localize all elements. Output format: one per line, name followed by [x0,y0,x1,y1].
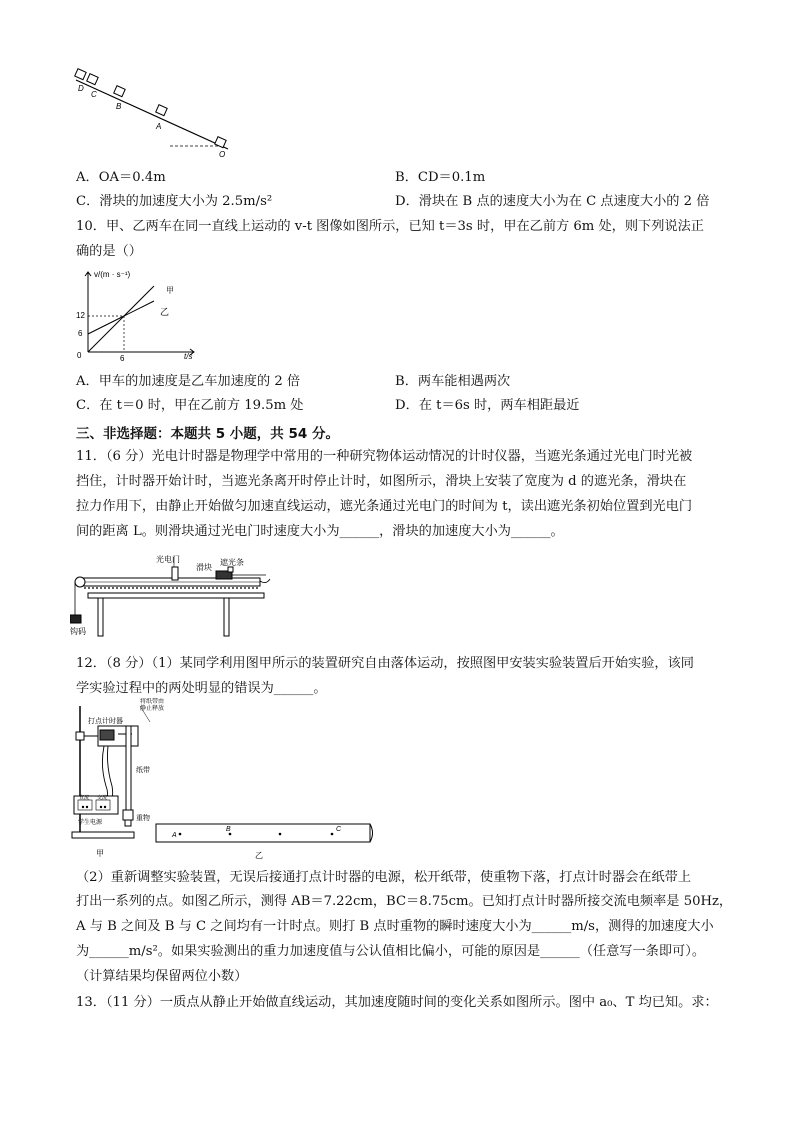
series-line-yi [88,301,154,334]
q12-p2-line2: 打出一系列的点。如图乙所示，测得 AB＝7.22cm，BC＝8.75cm。已知打点计时器所接交流电频率是 50Hz， [76,894,733,909]
q10-option-d: D．在 t＝6s 时，两车相距最近 [395,398,580,413]
q12-line2: 学实验过程中的两处明显的错误为______。 [76,681,327,696]
q9-option-c: C．滑块的加速度大小为 2.5m/s² [76,194,273,209]
weight-label: 钩码 [70,627,86,636]
fig-jia-label: 甲 [96,849,104,858]
label-c: C [91,90,97,99]
chart-x-label: t/s [184,352,193,361]
label-d: D [78,84,84,93]
q9-option-d: D．滑块在 B 点的速度大小为在 C 点速度大小的 2 倍 [395,194,710,209]
tape-point-c: C [336,826,342,833]
q12-line1: 12．（8 分）（1）某同学利用图甲所示的装置研究自由落体运动，按照图甲安装实验装置后开始实验，该同 [76,656,694,671]
q11-line2: 挡住，计时器开始计时，当遮光条离开时停止计时，如图所示，滑块上安装了宽度为 d 的遮光条，滑块在 [76,474,687,489]
q9-option-b: B．CD＝0.1m [395,170,486,185]
gate-label: 光电门 [156,555,180,564]
q12-p2-line1: （2）重新调整实验装置，无误后接通打点计时器的电源，松开纸带，使重物下落，打点计时器会在纸带上 [76,870,692,885]
free-fall-figure [70,698,375,866]
mass-label: 重物 [136,815,150,822]
slider-label: 滑块 [196,563,212,572]
q10-stem-line1: 10．甲、乙两车在同一直线上运动的 v-t 图像如图所示，已知 t＝3s 时，甲在乙前方 6m 处，则下列说法正 [76,219,704,234]
q13-line1: 13．（11 分）一质点从静止开始做直线运动，其加速度随时间的变化关系如图所示。图中 a₀、T 均已知。求： [76,995,718,1010]
q9-option-a: A．OA＝0.4m [76,170,166,185]
label-o: O [219,150,226,158]
chart-ytick-12: 12 [76,311,85,320]
release-label: 将纸带由 [140,699,165,705]
section-3-title: 三、非选择题：本题共 5 小题，共 54 分。 [76,426,339,442]
power-label: 学生电源 [78,820,103,826]
q11-line3: 拉力作用下，由静止开始做匀加速直线运动，遮光条通过光电门的时间为 t，读出遮光条初始位置到光电门 [76,499,693,514]
block-c [87,74,98,85]
strip-label: 遮光条 [220,558,244,567]
q12-p2-line4: 为______m/s²。如果实验测出的重力加速度值与公认值相比偏小，可能的原因是______（任意写一条即可）。 [76,944,706,959]
photogate-figure [70,553,275,638]
tape-label: 纸带 [136,767,150,774]
block-a [156,105,167,116]
q12-p2-line5: （计算结果均保留两位小数） [76,969,248,984]
q10-option-a: A．甲车的加速度是乙车加速度的 2 倍 [76,374,301,389]
release-label-2: 静止释放 [140,706,165,712]
dc-label: 直流 [79,795,90,801]
series-jia-label: 甲 [166,286,174,295]
vt-chart [72,266,202,366]
block-d [75,69,86,80]
block-b [114,86,125,97]
chart-y-label: v/(m · s⁻¹) [94,270,131,279]
tape-point-a: A [172,832,177,839]
chart-xtick-6: 6 [120,354,125,363]
fig-yi-label: 乙 [255,851,263,860]
ac-label: 交流 [97,795,108,801]
q10-option-b: B．两车能相遇两次 [395,374,511,389]
series-yi-label: 乙 [160,307,170,317]
label-a: A [156,122,162,131]
q10-option-c: C．在 t＝0 时，甲在乙前方 19.5m 处 [76,398,304,413]
chart-origin-label: 0 [77,351,82,360]
q12-p2-line3: A 与 B 之间及 B 与 C 之间均有一计时点。则打 B 点时重物的瞬时速度大小为______m/s，测得的加速度大小 [76,919,714,934]
q11-line1: 11．（6 分）光电计时器是物理学中常用的一种研究物体运动情况的计时仪器，当遮光条通过光电门时光被 [76,449,693,464]
series-line-jia [88,286,154,352]
chart-ytick-6: 6 [78,329,83,338]
timer-label: 打点计时器 [88,718,123,725]
tape-point-b: B [226,826,231,833]
q10-stem-line2: 确的是（） [76,244,142,259]
label-b: B [116,102,122,111]
q11-line4: 间的距离 L。则滑块通过光电门时速度大小为______，滑块的加速度大小为______。 [76,524,564,539]
incline-figure [70,66,240,158]
